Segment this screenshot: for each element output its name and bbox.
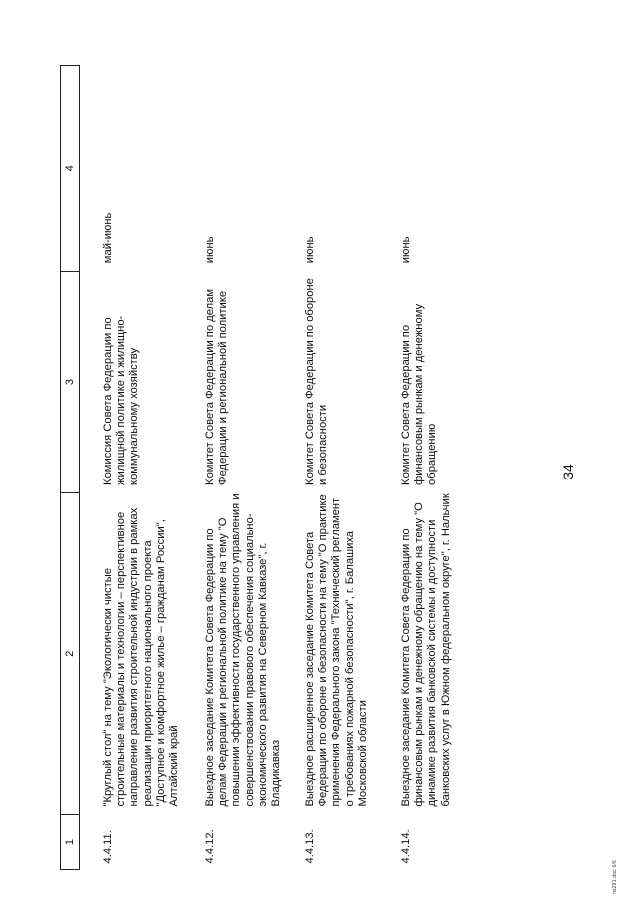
item-number: 4.4.11.	[102, 830, 114, 864]
event-date: июнь	[304, 236, 316, 264]
table-row	[292, 66, 388, 870]
table-row	[388, 66, 470, 870]
event-description: Выездное расширенное заседание Комитета Совета Федерации по обороне и безопасности на тему "О практике применения Федерального закона "Технический регламент о требованиях пожарной безопасности", г. Балашиха Московской области	[304, 494, 369, 807]
event-date: май-июнь	[102, 212, 114, 264]
column-header: 2	[61, 493, 80, 815]
page-number: 34	[560, 464, 576, 480]
event-date: июнь	[400, 236, 412, 264]
column-header: 3	[61, 271, 80, 493]
event-description: "Круглый стол" на тему "Экологически чистые строительные материалы и технологии – перспективное направление развития строительной индустрии в рамках реализации приоритетного национального проекта "Доступное и комфортное жилье – гражданам России", Алтайский край	[102, 507, 181, 807]
item-number: 4.4.12.	[204, 829, 216, 864]
responsible-body: Комитет Совета Федерации по обороне и безопасности	[304, 278, 330, 485]
item-number: 4.4.13.	[304, 829, 316, 864]
item-number: 4.4.14.	[400, 829, 412, 864]
table-header	[61, 66, 80, 870]
responsible-body: Комитет Совета Федерации по делам Федерации и региональной политике	[204, 288, 230, 485]
column-header: 4	[61, 66, 80, 272]
responsible-body: Комитет Совета Федерации по финансовым рынкам и денежному обращению	[400, 303, 439, 485]
event-description: Выездное заседание Комитета Совета Федерации по делам Федерации и региональной политике на тему "О повышении эффективности государственного управления и совершенствовании правового обеспечения социально-экономического развития на Северном Кавказе", г. Владикавказ	[204, 493, 283, 807]
table-row	[192, 66, 292, 870]
event-date: июнь	[204, 236, 216, 264]
events-table	[60, 65, 470, 870]
column-header: 1	[61, 815, 80, 870]
footer-file-code: ns291.doc 6/6	[612, 859, 618, 894]
table-row	[80, 66, 193, 870]
event-description: Выездное заседание Комитета Совета Федерации по финансовым рынкам и денежному обращению на тему "О динамике развития банковской системы и доступности банковских услуг в Южном федеральном округе", г. Нальчик	[400, 493, 452, 807]
responsible-body: Комиссия Совета Федерации по жилищной политике и жилищно-коммунальному хозяйству	[102, 315, 141, 485]
